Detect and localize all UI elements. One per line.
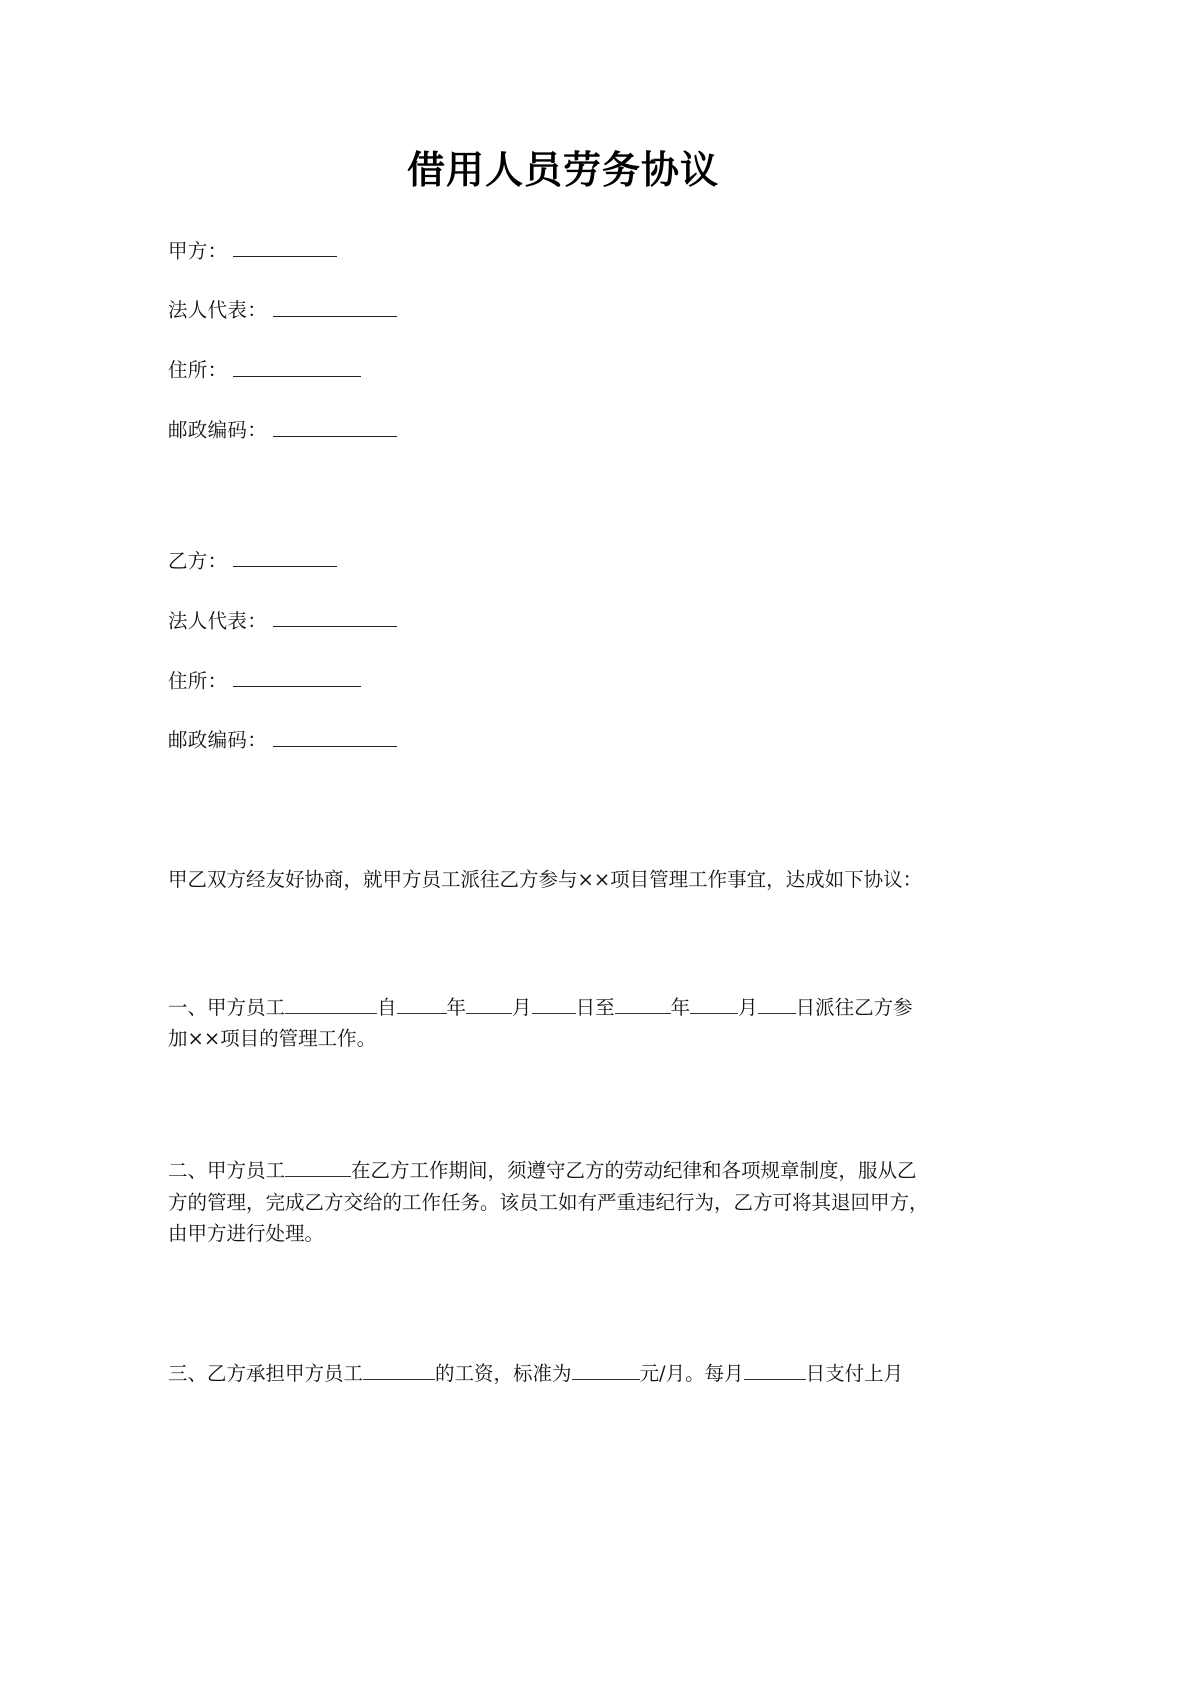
party-b-block (168, 548, 958, 754)
clause-three (168, 1358, 958, 1390)
fill-in-blank[interactable] (233, 668, 361, 688)
fill-in-blank[interactable] (233, 548, 337, 568)
section-gap (168, 1250, 958, 1358)
field-party-a-postcode (168, 417, 958, 444)
fill-in-blank[interactable] (273, 608, 397, 628)
fill-in-blank[interactable] (615, 994, 671, 1014)
fill-in-blank[interactable] (532, 994, 576, 1014)
clause-one-month: 月 (512, 995, 532, 1019)
clause-two-line1: 在乙方工作期间，须遵守乙方的劳动纪律和各项规章制度，服从乙 (351, 1158, 917, 1182)
document-content (168, 0, 958, 1389)
clause-three-wage: 的工资，标准为 (435, 1361, 572, 1385)
clause-one-self: 自 (377, 995, 397, 1019)
section-gap (168, 754, 958, 864)
field-label: 法人代表： (168, 298, 268, 322)
clause-one-year: 年 (446, 995, 467, 1019)
fill-in-blank[interactable] (758, 994, 796, 1014)
fill-in-blank[interactable] (285, 1157, 351, 1177)
fill-in-blank[interactable] (233, 357, 361, 377)
fill-in-blank[interactable] (273, 417, 397, 437)
clause-one-prefix: 一、甲方员工 (168, 995, 286, 1019)
field-label: 邮政编码： (168, 418, 268, 442)
fill-in-blank[interactable] (285, 994, 377, 1014)
clause-one-day2: 日派往乙方参 (795, 995, 913, 1019)
clause-one (168, 992, 958, 1055)
fill-in-blank[interactable] (363, 1360, 435, 1380)
section-gap (168, 1055, 958, 1155)
section-gap (168, 444, 958, 504)
clause-two-line3: 由甲方进行处理。 (168, 1222, 325, 1246)
clause-two (168, 1155, 958, 1250)
fill-in-blank[interactable] (690, 994, 738, 1014)
fill-in-blank[interactable] (273, 297, 397, 317)
field-party-b-postcode (168, 727, 958, 754)
clause-two-prefix: 二、甲方员工 (168, 1158, 286, 1182)
party-a-block (168, 238, 958, 444)
field-label: 乙方： (168, 549, 228, 573)
field-label: 住所： (168, 358, 228, 382)
field-label: 邮政编码： (168, 728, 268, 752)
page-title: 借用人员劳务协议 (406, 148, 719, 192)
field-party-a-legal-rep (168, 297, 958, 324)
clause-one-month2: 月 (738, 995, 758, 1019)
field-party-b-address (168, 668, 958, 695)
field-label: 甲方： (168, 239, 228, 263)
field-party-b-name (168, 548, 958, 575)
clause-three-tail: 日支付上月 (805, 1361, 904, 1385)
clause-three-unit: 元/月。每月 (639, 1361, 744, 1385)
fill-in-blank[interactable] (397, 994, 447, 1014)
fill-in-blank[interactable] (273, 727, 397, 747)
fill-in-blank[interactable] (466, 994, 512, 1014)
field-label: 法人代表： (168, 609, 268, 633)
intro-paragraph: 甲乙双方经友好协商，就甲方员工派往乙方参与××项目管理工作事宜，达成如下协议： (168, 868, 923, 892)
clause-one-day: 日至 (575, 995, 615, 1019)
clause-three-prefix: 三、乙方承担甲方员工 (168, 1361, 364, 1385)
fill-in-blank[interactable] (233, 238, 337, 258)
clause-one-year2: 年 (670, 995, 691, 1019)
field-party-a-address (168, 357, 958, 384)
fill-in-blank[interactable] (572, 1360, 640, 1380)
clause-two-line2: 方的管理，完成乙方交给的工作任务。该员工如有严重违纪行为，乙方可将其退回甲方， (168, 1190, 929, 1214)
section-gap (168, 896, 958, 992)
fill-in-blank[interactable] (744, 1360, 806, 1380)
clause-one-line2: 加××项目的管理工作。 (168, 1027, 377, 1051)
field-label: 住所： (168, 669, 228, 693)
field-party-b-legal-rep (168, 608, 958, 635)
field-party-a-name (168, 238, 958, 265)
